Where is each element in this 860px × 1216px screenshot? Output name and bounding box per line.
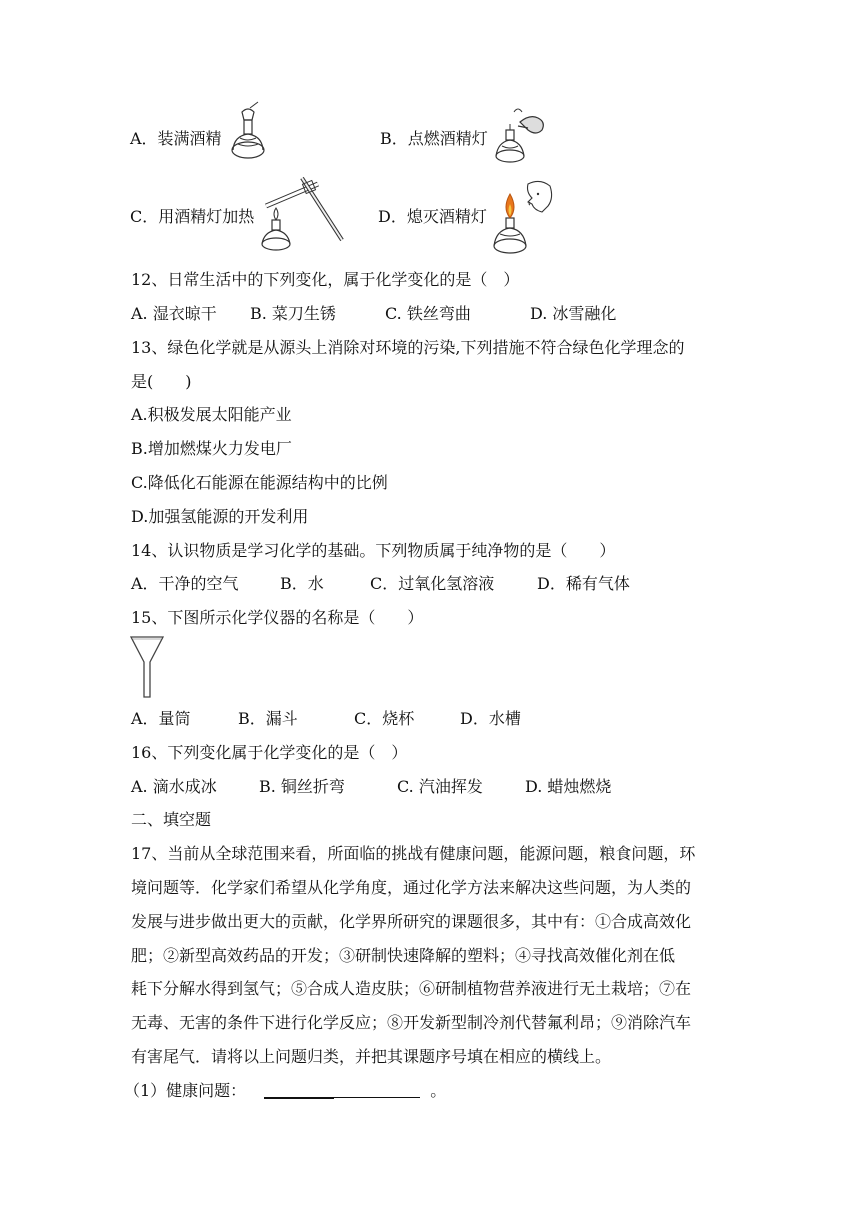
answer-blank[interactable] — [264, 1081, 420, 1098]
funnel-figure — [130, 636, 164, 704]
q12-option-c[interactable]: C. 铁丝弯曲 — [385, 304, 471, 323]
q17-line: 17、当前从全球范围来看，所面临的挑战有健康问题，能源问题，粮食问题，环 — [131, 844, 696, 863]
q14-option-c[interactable]: C．过氧化氢溶液 — [370, 574, 495, 593]
q16-option-b[interactable]: B. 铜丝折弯 — [259, 777, 345, 796]
q17-line: 发展与进步做出更大的贡献，化学界所研究的课题很多，其中有：①合成高效化 — [131, 912, 692, 931]
q12-option-b[interactable]: B. 菜刀生锈 — [250, 304, 336, 323]
q17-line: 肥；②新型高效药品的开发；③研制快速降解的塑料；④寻找高效催化剂在低 — [131, 946, 676, 965]
q16-option-d[interactable]: D. 蜡烛燃烧 — [525, 777, 612, 796]
q13-option-d[interactable]: D.加强氢能源的开发利用 — [131, 507, 309, 526]
q17-line: 无毒、无害的条件下进行化学反应；⑧开发新型制冷剂代替氟利昂；⑨消除汽车 — [131, 1013, 692, 1032]
option-text: C．用酒精灯加热 — [130, 207, 255, 226]
q12-option-d[interactable]: D. 冰雪融化 — [530, 304, 617, 323]
q17-line: 有害尾气．请将以上问题归类，并把其课题序号填在相应的横线上。 — [131, 1047, 612, 1066]
q13-option-c[interactable]: C.降低化石能源在能源结构中的比例 — [131, 473, 388, 492]
section-title: 二、填空题 — [131, 810, 212, 829]
q12-stem: 12、日常生活中的下列变化，属于化学变化的是（ ） — [131, 270, 520, 289]
q16-option-c[interactable]: C. 汽油挥发 — [397, 777, 483, 796]
lamp-extinguish-figure — [488, 178, 558, 260]
q13-stem-line2: 是( ) — [131, 372, 192, 391]
q11-option-b[interactable] — [380, 128, 488, 150]
q17-sub1 — [124, 1080, 446, 1102]
q11-option-d[interactable] — [378, 206, 487, 228]
lamp-filling-figure — [228, 106, 268, 166]
q15-option-c[interactable]: C．烧杯 — [354, 709, 415, 728]
q13-stem-line1: 13、绿色化学就是从源头上消除对环境的污染,下列措施不符合绿色化学理念的 — [131, 338, 685, 357]
q15-stem: 15、下图所示化学仪器的名称是（ ） — [131, 608, 424, 627]
q14-stem: 14、认识物质是学习化学的基础。下列物质属于纯净物的是（ ） — [131, 541, 616, 560]
q14-option-d[interactable]: D．稀有气体 — [537, 574, 630, 593]
q17-line: 境问题等．化学家们希望从化学角度，通过化学方法来解决这些问题，为人类的 — [131, 878, 692, 897]
lamp-heating-figure — [256, 174, 346, 258]
q16-option-a[interactable]: A. 滴水成冰 — [131, 777, 217, 796]
q17-line: 耗下分解水得到氢气；⑤合成人造皮肤；⑥研制植物营养液进行无土栽培；⑦在 — [131, 979, 692, 998]
option-text: A．装满酒精 — [130, 129, 222, 148]
q14-option-a[interactable]: A．干净的空气 — [131, 574, 239, 593]
q13-option-a[interactable]: A.积极发展太阳能产业 — [131, 405, 292, 424]
sub1-end: 。 — [430, 1081, 447, 1100]
option-text: B．点燃酒精灯 — [380, 129, 488, 148]
option-text: D．熄灭酒精灯 — [378, 207, 487, 226]
q15-option-d[interactable]: D．水槽 — [460, 709, 521, 728]
q12-option-a[interactable]: A. 湿衣晾干 — [131, 304, 217, 323]
q16-stem: 16、下列变化属于化学变化的是（ ） — [131, 743, 408, 762]
lamp-lighting-figure — [492, 104, 552, 170]
q15-option-b[interactable]: B．漏斗 — [238, 709, 298, 728]
sub1-label: （1）健康问题： — [124, 1081, 247, 1100]
q15-option-a[interactable]: A．量筒 — [131, 709, 191, 728]
q14-option-b[interactable]: B．水 — [280, 574, 324, 593]
q13-option-b[interactable]: B.增加燃煤火力发电厂 — [131, 439, 292, 458]
q11-option-a[interactable] — [130, 128, 222, 150]
q11-option-c[interactable] — [130, 206, 254, 228]
